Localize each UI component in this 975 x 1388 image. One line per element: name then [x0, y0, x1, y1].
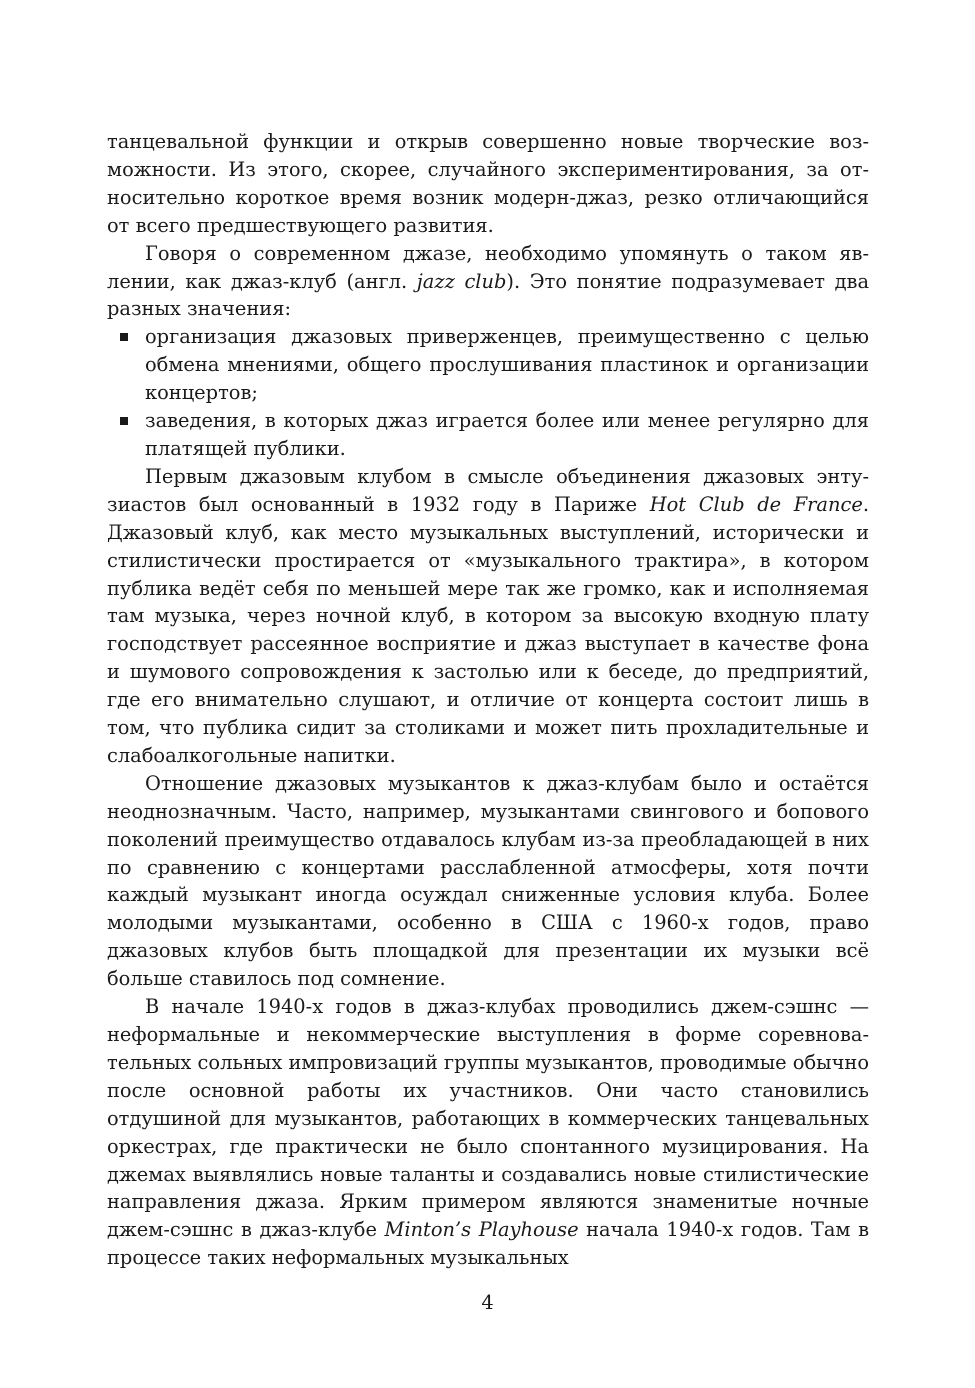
page-number: 4 — [481, 1291, 494, 1314]
list-item — [107, 407, 869, 463]
page-body — [107, 128, 869, 1272]
italic-term: jazz club — [416, 269, 507, 293]
bullet-list — [107, 323, 869, 463]
list-item-text: заведения, в которых джаз играется более или менее регулярно для платящей публики. — [145, 409, 869, 460]
paragraph-text: В начале 1940-х годов в джаз-клубах проводились джем-сэшнс — неформальные и некоммерческие выступления в форме соревновательных сольных импровизаций группы музыкантов, проводимые обычно после основной работы их участников. Они часто становились отдушиной для музыкантов, работающих в коммерческих танцевальных оркестрах, где практически не было спонтанного музицирования. На джемах выявлялись новые таланты и создавались новые стилистические направления джаза. Ярким примером являются знаменитые ночные джем-сэшнс в джаз-клубе — [107, 995, 869, 1242]
list-item-text: организация джазовых приверженцев, преимущественно с целью обмена мнениями, общего прослушивания пластинок и организации концертов; — [145, 325, 869, 405]
paragraph-text: Первым джазовым клубом в смысле объединения джазовых энтузиастов был основанный в 1932 году в Париже — [107, 464, 869, 516]
italic-term: Hot Club de France — [649, 492, 863, 516]
paragraph — [107, 240, 869, 324]
paragraph — [107, 128, 869, 240]
paragraph — [107, 770, 869, 993]
square-bullet-icon — [120, 333, 128, 341]
paragraph-text: танцевальной функции и открыв совершенно новые творческие возможности. Из этого, скорее, случайного экспериментирования, за относительно короткое время возник модерн-джаз, резко отличающийся от всего предшествующего развития. — [107, 130, 869, 237]
paragraph — [107, 993, 869, 1272]
paragraph-text: ). Это понятие подразумевает два разных значения: — [107, 269, 870, 321]
list-item — [107, 323, 869, 407]
square-bullet-icon — [120, 417, 128, 425]
paragraph — [107, 463, 869, 770]
italic-term: Minton’s Playhouse — [384, 1218, 579, 1242]
paragraph-text: начала 1940-х годов. Там в процессе таких неформальных музыкальных — [107, 1218, 869, 1270]
paragraph-text: . Джазовый клуб, как место музыкальных выступлений, исторически и стилистически простирается от «музыкального трактира», в котором публика ведёт себя по меньшей мере так же громко, как и исполняемая там музыка, через ночной клуб, в котором за высокую входную плату господствует рассеянное восприятие и джаз выступает в качестве фона и шумового сопровождения к застолью или к беседе, до предприятий, где его внимательно слушают, и отличие от концерта состоит лишь в том, что публика сидит за столиками и может пить прохладительные и слабоалкогольные напитки. — [107, 492, 869, 767]
paragraph-text: Говоря о современном джазе, необходимо упомянуть о таком явлении, как джаз-клуб (англ. — [107, 241, 869, 293]
paragraph-text: Отношение джазовых музыкантов к джаз-клубам было и остаётся неоднозначным. Часто, например, музыкантами свингового и бопового поколений преимущество отдавалось клубам из-за преобладающей в них по сравнению с концертами расслабленной атмосферы, хотя почти каждый музыкант иногда осуждал сниженные условия клуба. Более молодыми музыкантами, особенно в США с 1960-х годов, право джазовых клубов быть площадкой для презентации их музыки всё больше ставилось под сомнение. — [107, 771, 869, 991]
